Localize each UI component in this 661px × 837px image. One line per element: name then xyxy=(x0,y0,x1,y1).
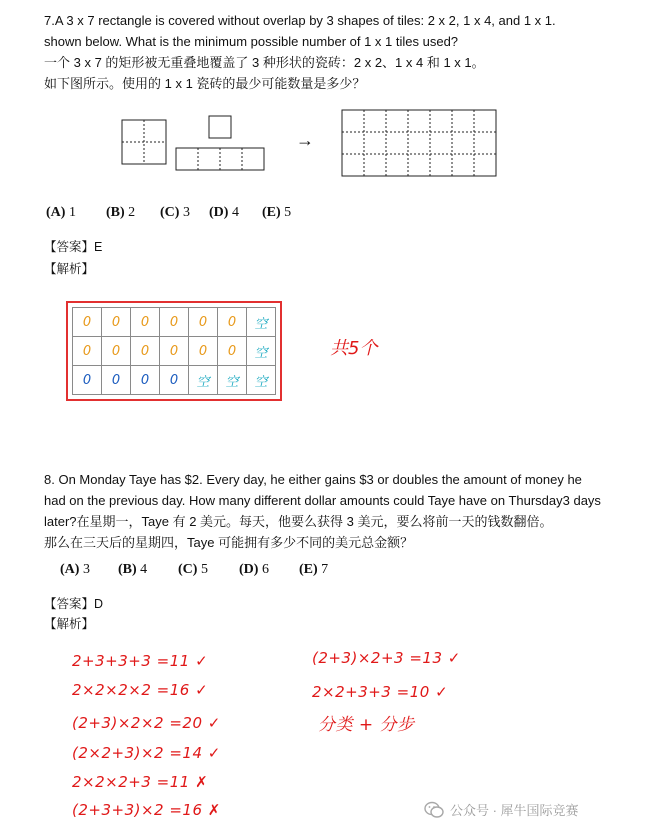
q8-choice-d: (D) 6 xyxy=(239,562,269,577)
grid-cell: 0 xyxy=(160,308,189,337)
grid-cell: 0 xyxy=(189,337,218,366)
q7-choice-c: (C) 3 xyxy=(160,205,190,220)
grid-cell: 0 xyxy=(218,337,247,366)
grid-cell: 0 xyxy=(73,366,102,395)
grid-cell: 空 xyxy=(247,366,276,395)
q8-work-note: 分类 + 分步 xyxy=(318,715,415,735)
q8-work-line: (2+3)×2+3 =13 ✓ xyxy=(312,649,461,667)
grid-row xyxy=(73,366,276,395)
q8-choice-c: (C) 5 xyxy=(178,562,208,577)
q8-work-line: 2×2×2+3 =11 ✗ xyxy=(72,773,209,791)
watermark xyxy=(424,800,579,819)
grid-cell: 0 xyxy=(102,308,131,337)
q8-work-line: (2+3+3)×2 =16 ✗ xyxy=(72,801,221,819)
q7-text-line1: 7.A 3 x 7 rectangle is covered without overlap by 3 shapes of tiles: 2 x 2, 1 x 4, and 1 x 1. xyxy=(44,13,556,28)
grid-cell: 0 xyxy=(160,366,189,395)
q7-analysis-label: 【解析】 xyxy=(44,262,95,276)
q7-text-line3: 一个 3 x 7 的矩形被无重叠地覆盖了 3 种形状的瓷砖：2 x 2、1 x 4 和 1 x 1。 xyxy=(44,55,485,70)
grid-cell: 空 xyxy=(218,366,247,395)
grid-cell: 0 xyxy=(131,366,160,395)
q7-text-line2: shown below. What is the minimum possible number of 1 x 1 tiles used? xyxy=(44,34,459,49)
q7-text-line4: 如下图所示。使用的 1 x 1 瓷砖的最少可能数量是多少？ xyxy=(44,76,366,91)
q8-work-line: 2+3+3+3 =11 ✓ xyxy=(72,652,209,670)
q8-text-line3: later?在星期一，Taye 有 2 美元。每天，他要么获得 3 美元，要么将前一天的钱数翻倍。 xyxy=(44,514,553,529)
grid-cell: 空 xyxy=(247,337,276,366)
watermark-text: 公众号 · 犀牛国际竞赛 xyxy=(450,803,579,818)
q8-text-line4: 那么在三天后的星期四，Taye 可能拥有多少不同的美元总金额？ xyxy=(44,535,414,550)
arrow-right-icon: → xyxy=(296,130,314,150)
q8-text-line2: had on the previous day. How many different dollar amounts could Taye have on Thursday3 days xyxy=(44,493,601,508)
q7-choice-b: (B) 2 xyxy=(106,205,136,220)
q8-choice-b: (B) 4 xyxy=(118,562,148,577)
grid-cell: 0 xyxy=(218,308,247,337)
grid-cell: 0 xyxy=(160,337,189,366)
grid-cell: 0 xyxy=(102,337,131,366)
tile-1x4 xyxy=(176,148,264,170)
q8-work-line: (2×2+3)×2 =14 ✓ xyxy=(72,744,221,762)
grid-row xyxy=(73,337,276,366)
tile-2x2 xyxy=(122,120,166,164)
q7-choice-e: (E) 5 xyxy=(262,205,292,220)
grid-cell: 0 xyxy=(73,337,102,366)
q7-choice-a: (A) 1 xyxy=(46,205,76,220)
q7-answer-label: 【答案】E xyxy=(44,240,103,254)
rect-3x7 xyxy=(342,110,496,176)
q7-choice-d: (D) 4 xyxy=(209,205,239,220)
q8-work-line: 2×2+3+3 =10 ✓ xyxy=(312,683,449,701)
solution-grid-table xyxy=(72,307,276,395)
grid-cell: 0 xyxy=(131,308,160,337)
grid-row xyxy=(73,308,276,337)
q7-solution-grid xyxy=(66,301,282,401)
grid-cell: 0 xyxy=(73,308,102,337)
q8-choice-a: (A) 3 xyxy=(60,562,90,577)
grid-cell: 空 xyxy=(189,366,218,395)
tile-1x1 xyxy=(209,116,231,138)
q7-handwritten-note: 共5个 xyxy=(330,338,378,359)
q8-text-line1: 8. On Monday Taye has $2. Every day, he either gains $3 or doubles the amount of money he xyxy=(44,472,582,487)
wechat-icon xyxy=(424,801,444,819)
grid-cell: 空 xyxy=(247,308,276,337)
grid-cell: 0 xyxy=(102,366,131,395)
grid-cell: 0 xyxy=(131,337,160,366)
q8-work-line: 2×2×2×2 =16 ✓ xyxy=(72,681,209,699)
grid-cell: 0 xyxy=(189,308,218,337)
q8-answer-label: 【答案】D xyxy=(44,597,104,611)
q8-analysis-label: 【解析】 xyxy=(44,617,95,631)
q8-work-line: (2+3)×2×2 =20 ✓ xyxy=(72,714,221,732)
q8-choice-e: (E) 7 xyxy=(299,562,329,577)
